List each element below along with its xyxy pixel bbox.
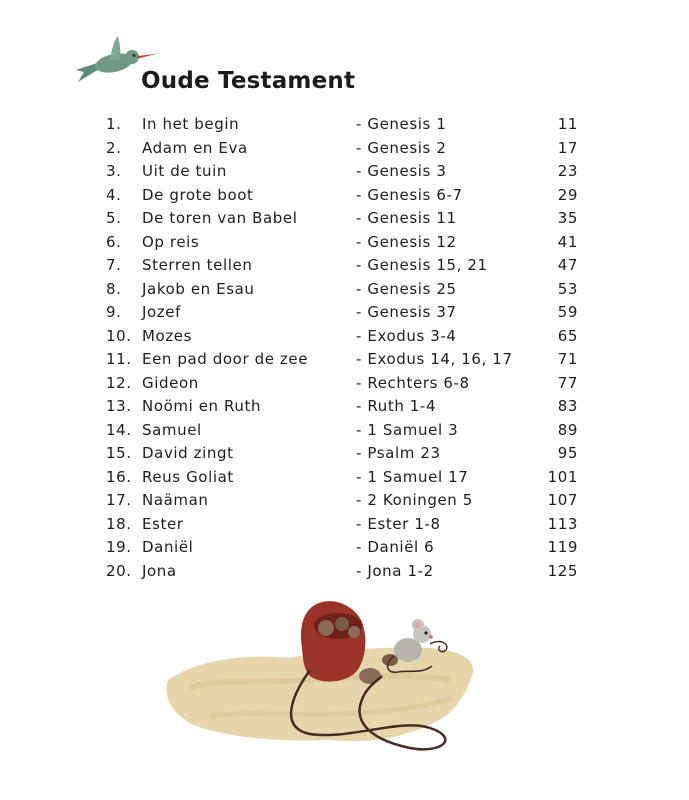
toc-entry-title: In het begin bbox=[142, 115, 240, 133]
toc-entry-reference: - Genesis 1 bbox=[356, 115, 447, 133]
toc-entry-reference: - Exodus 14, 16, 17 bbox=[356, 350, 513, 368]
toc-entry-title: David zingt bbox=[142, 444, 234, 462]
toc-entry-title: Uit de tuin bbox=[142, 162, 227, 180]
toc-entry-number: 8. bbox=[106, 279, 122, 298]
toc-entry-reference: - 2 Koningen 5 bbox=[356, 491, 473, 509]
toc-entry-title: Noömi en Ruth bbox=[142, 397, 262, 415]
toc-entry bbox=[0, 301, 689, 325]
toc-entry-page: 11 bbox=[557, 115, 578, 133]
toc-entry bbox=[0, 489, 689, 513]
toc-entry bbox=[0, 372, 689, 396]
toc-entry-number: 19. bbox=[106, 538, 132, 556]
table-of-contents bbox=[0, 113, 689, 583]
toc-entry-page: 83 bbox=[557, 397, 578, 415]
toc-entry-title: De grote boot bbox=[142, 185, 254, 204]
toc-entry-title: Reus Goliat bbox=[142, 467, 234, 486]
toc-entry-reference: - Rechters 6-8 bbox=[356, 373, 470, 392]
toc-entry-number: 10. bbox=[106, 326, 132, 345]
toc-entry bbox=[0, 560, 689, 584]
toc-entry-title: Naäman bbox=[142, 491, 209, 509]
toc-entry-title: Daniël bbox=[142, 538, 194, 556]
toc-entry-page: 65 bbox=[557, 326, 578, 345]
toc-entry bbox=[0, 207, 689, 231]
toc-entry-number: 7. bbox=[106, 256, 122, 274]
toc-entry-page: 125 bbox=[547, 561, 578, 580]
toc-entry bbox=[0, 160, 689, 184]
sack-icon bbox=[301, 601, 365, 681]
toc-entry-page: 107 bbox=[547, 491, 578, 509]
toc-entry-title: Jona bbox=[142, 561, 177, 580]
toc-entry-number: 4. bbox=[106, 185, 122, 204]
toc-entry-page: 29 bbox=[557, 185, 578, 204]
toc-entry-number: 13. bbox=[106, 397, 132, 415]
toc-entry bbox=[0, 113, 689, 137]
toc-entry-reference: - Psalm 23 bbox=[356, 444, 441, 462]
toc-entry-title: Jakob en Esau bbox=[142, 279, 255, 298]
toc-entry-title: Mozes bbox=[142, 326, 193, 345]
toc-entry-title: Jozef bbox=[142, 303, 181, 321]
toc-entry-page: 53 bbox=[557, 279, 578, 298]
toc-entry bbox=[0, 513, 689, 537]
toc-entry-number: 11. bbox=[106, 350, 132, 368]
toc-entry-number: 15. bbox=[106, 444, 132, 462]
toc-entry-title: Samuel bbox=[142, 420, 202, 439]
toc-entry bbox=[0, 419, 689, 443]
toc-entry bbox=[0, 278, 689, 302]
section-heading: Oude Testament bbox=[141, 68, 356, 94]
toc-entry-page: 47 bbox=[557, 256, 578, 274]
toc-entry-page: 77 bbox=[557, 373, 578, 392]
toc-entry-reference: - Genesis 15, 21 bbox=[356, 256, 488, 274]
toc-entry-reference: - Genesis 11 bbox=[356, 209, 457, 227]
toc-entry-title: Een pad door de zee bbox=[142, 350, 309, 368]
toc-entry-page: 17 bbox=[557, 138, 578, 157]
toc-entry bbox=[0, 325, 689, 349]
toc-entry-reference: - Genesis 2 bbox=[356, 138, 447, 157]
toc-entry-title: Gideon bbox=[142, 373, 199, 392]
toc-entry-reference: - Exodus 3-4 bbox=[356, 326, 457, 345]
toc-entry bbox=[0, 348, 689, 372]
sack-and-mouse-illustration bbox=[160, 588, 480, 758]
toc-entry-title: Sterren tellen bbox=[142, 256, 253, 274]
toc-entry bbox=[0, 442, 689, 466]
toc-entry bbox=[0, 231, 689, 255]
toc-entry-number: 2. bbox=[106, 138, 122, 157]
toc-entry-number: 16. bbox=[106, 467, 132, 486]
toc-entry-page: 71 bbox=[557, 350, 578, 368]
toc-entry-reference: - Genesis 37 bbox=[356, 303, 457, 321]
toc-entry-title: De toren van Babel bbox=[142, 209, 298, 227]
toc-entry-page: 35 bbox=[557, 209, 578, 227]
toc-entry-number: 18. bbox=[106, 514, 132, 533]
toc-entry-reference: - Ester 1-8 bbox=[356, 514, 441, 533]
toc-entry-reference: - Genesis 25 bbox=[356, 279, 457, 298]
toc-entry-number: 6. bbox=[106, 232, 122, 251]
toc-entry bbox=[0, 536, 689, 560]
toc-entry-reference: - Ruth 1-4 bbox=[356, 397, 437, 415]
toc-entry-reference: - Genesis 12 bbox=[356, 232, 457, 251]
toc-entry-page: 113 bbox=[547, 514, 578, 533]
toc-entry-number: 14. bbox=[106, 420, 132, 439]
toc-entry bbox=[0, 137, 689, 161]
toc-entry-reference: - 1 Samuel 17 bbox=[356, 467, 469, 486]
toc-entry-number: 12. bbox=[106, 373, 132, 392]
toc-entry-number: 5. bbox=[106, 209, 122, 227]
toc-entry bbox=[0, 184, 689, 208]
toc-entry-reference: - Genesis 6-7 bbox=[356, 185, 463, 204]
toc-entry-title: Ester bbox=[142, 514, 184, 533]
toc-entry-number: 9. bbox=[106, 303, 122, 321]
toc-entry-number: 17. bbox=[106, 491, 132, 509]
toc-entry bbox=[0, 254, 689, 278]
toc-entry-reference: - Daniël 6 bbox=[356, 538, 435, 556]
toc-entry-reference: - 1 Samuel 3 bbox=[356, 420, 459, 439]
toc-entry-page: 119 bbox=[547, 538, 578, 556]
toc-entry-number: 1. bbox=[106, 115, 122, 133]
toc-entry bbox=[0, 466, 689, 490]
toc-entry-page: 59 bbox=[557, 303, 578, 321]
toc-entry-page: 41 bbox=[557, 232, 578, 251]
toc-entry-page: 89 bbox=[557, 420, 578, 439]
toc-entry bbox=[0, 395, 689, 419]
toc-entry-page: 23 bbox=[557, 162, 578, 180]
toc-entry-title: Adam en Eva bbox=[142, 138, 248, 157]
toc-entry-title: Op reis bbox=[142, 232, 200, 251]
toc-entry-number: 3. bbox=[106, 162, 122, 180]
toc-entry-page: 95 bbox=[557, 444, 578, 462]
toc-entry-reference: - Jona 1-2 bbox=[356, 561, 434, 580]
toc-entry-reference: - Genesis 3 bbox=[356, 162, 447, 180]
toc-entry-number: 20. bbox=[106, 561, 132, 580]
toc-entry-page: 101 bbox=[547, 467, 578, 486]
